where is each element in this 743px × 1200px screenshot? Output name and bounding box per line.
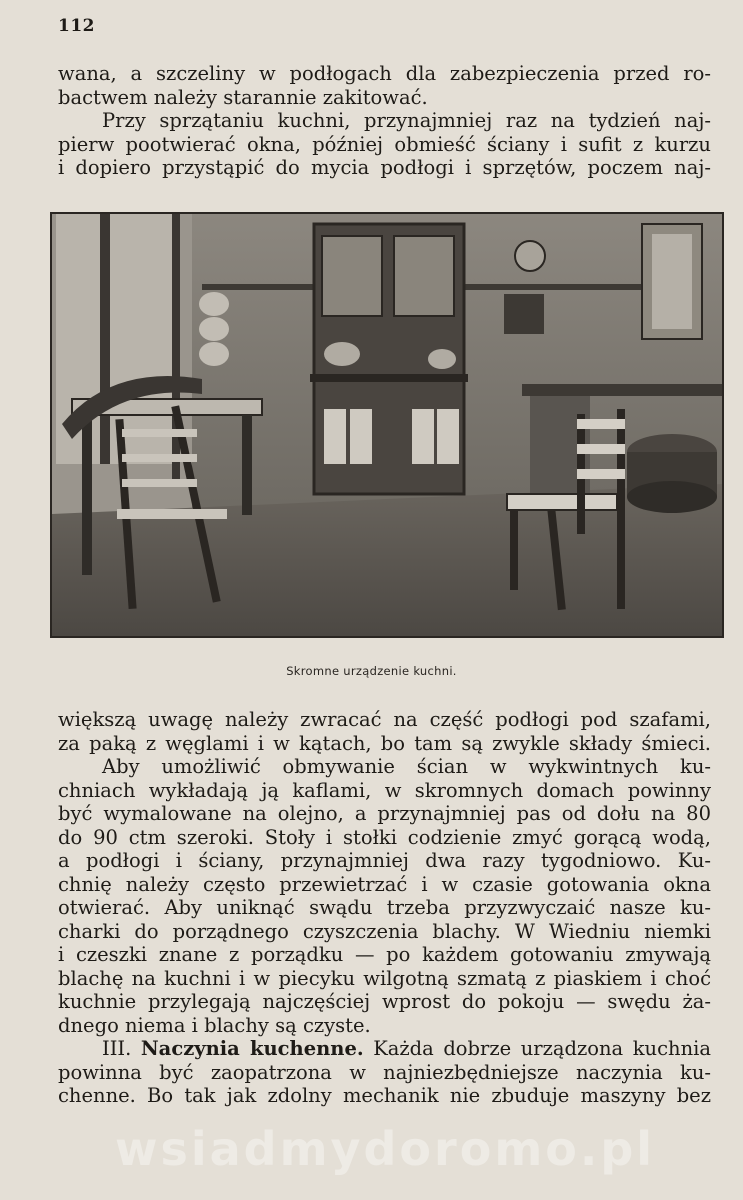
text-line: i dopiero przystąpić do mycia podłogi i sprzętów, poczem naj-: [58, 156, 711, 179]
text-line: blachę na kuchni i w piecyku wilgotną szmatą z piaskiem i choć: [58, 966, 711, 990]
text-line: kuchnie przylegają najczęściej wprost do pokoju — swędu ża-: [58, 990, 711, 1013]
kitchen-photo: [50, 212, 724, 638]
text-line: powinna być zaopatrzona w najniezbędniejsze naczynia ku-: [58, 1060, 711, 1084]
bottom-text: [58, 708, 711, 1108]
text-line: dnego niema i blachy są czyste.: [58, 1013, 371, 1037]
text-line: chenne. Bo tak jak zdolny mechanik nie zbuduje maszyny bez: [58, 1084, 711, 1107]
section-numeral: III.: [102, 1037, 132, 1060]
text-line: większą uwagę należy zwracać na część podłogi pod szafami,: [58, 708, 711, 731]
text-line: wana, a szczeliny w podłogach dla zabezpieczenia przed ro-: [58, 62, 711, 85]
text-line: za paką z węglami i w kątach, bo tam są zwykle składy śmieci.: [58, 731, 711, 755]
watermark: wsiadmydoromo.pl: [114, 1122, 656, 1176]
text-line: charki do porządnego czyszczenia blachy. W Wiedniu niemki: [58, 919, 711, 943]
text-line: otwierać. Aby uniknąć swądu trzeba przyzwyczaić nasze ku-: [58, 896, 711, 919]
section-title: Naczynia kuchenne.: [140, 1037, 364, 1060]
page-number: 112: [58, 16, 95, 36]
top-text: [58, 62, 711, 180]
text-line: a podłogi i ściany, przynajmniej dwa razy tygodniowo. Ku-: [58, 849, 711, 872]
text-line: Przy sprzątaniu kuchni, przynajmniej raz na tydzień naj-: [102, 109, 711, 132]
figure-caption: Skromne urządzenie kuchni.: [286, 664, 457, 678]
text-line: pierw pootwierać okna, później obmieść ściany i sufit z kurzu: [58, 132, 711, 156]
text-line: i czeszki znane z porządku — po każdem gotowaniu zmywają: [58, 943, 711, 966]
text-line: chnię należy często przewietrzać i w czasie gotowania okna: [58, 872, 711, 896]
text-line: bactwem należy starannie zakitować.: [58, 85, 428, 109]
text-line: chniach wykładają ją kaflami, w skromnych domach powinny: [58, 778, 711, 802]
section-heading-line: [58, 1037, 711, 1061]
kitchen-photo-drawing: [52, 214, 722, 636]
text-line: być wymalowane na olejno, a przynajmniej pas od dołu na 80: [58, 802, 711, 825]
section-first-line: Każda dobrze urządzona kuchnia: [373, 1037, 711, 1060]
text-line: do 90 ctm szeroki. Stoły i stołki codzienie zmyć gorącą wodą,: [58, 825, 711, 849]
text-line: Aby umożliwić obmywanie ścian w wykwintnych ku-: [102, 755, 711, 778]
